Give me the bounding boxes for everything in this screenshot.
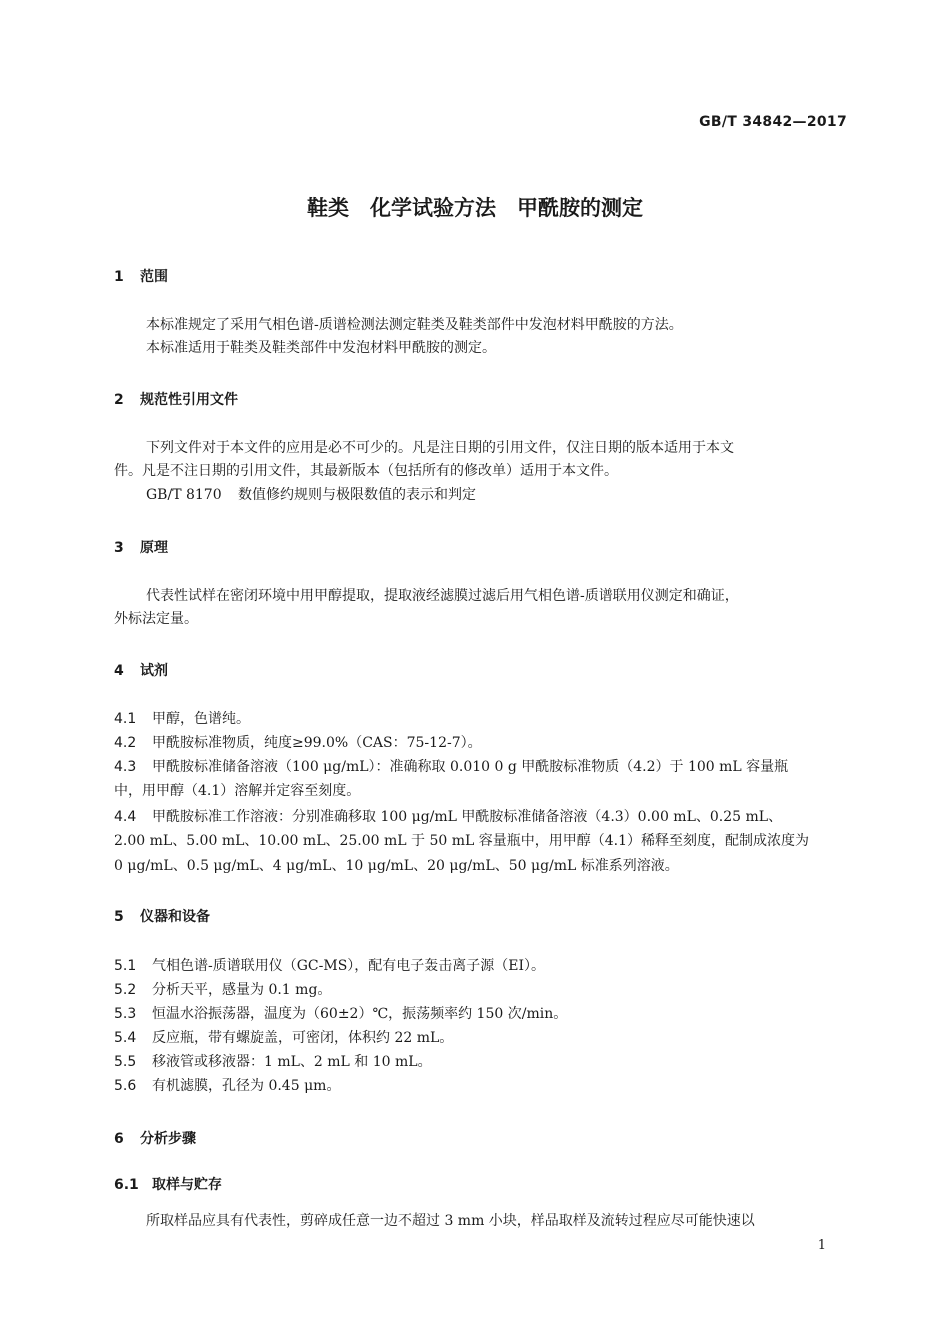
section-3-heading — [114, 537, 168, 557]
reference-code: GB/T 8170 — [146, 487, 222, 503]
section-number: 4 — [114, 663, 124, 679]
apparatus-item-5-6 — [114, 1075, 850, 1098]
reagent-item-4-4-line-3: 0 μg/mL、0.5 μg/mL、4 μg/mL、10 μg/mL、20 μg/mL、50 μg/mL 标准系列溶液。 — [114, 858, 679, 874]
apparatus-item-5-1 — [114, 955, 850, 978]
apparatus-item-5-4 — [114, 1027, 850, 1050]
section-number: 5 — [114, 909, 124, 925]
section-title: 原理 — [140, 540, 168, 556]
item-text: 有机滤膜，孔径为 0.45 μm。 — [152, 1078, 341, 1094]
reagent-item-4-3 — [114, 756, 850, 779]
reference-title: 数值修约规则与极限数值的表示和判定 — [238, 487, 476, 503]
item-text: 反应瓶，带有螺旋盖，可密闭，体积约 22 mL。 — [152, 1030, 454, 1046]
reagent-item-4-2 — [114, 732, 850, 755]
section-2-heading — [114, 389, 238, 409]
item-number: 5.1 — [114, 958, 137, 974]
section-6-heading — [114, 1128, 196, 1148]
subsection-number: 6.1 — [114, 1177, 139, 1193]
section-2-para-line-2: 件。凡是不注日期的引用文件，其最新版本（包括所有的修改单）适用于本文件。 — [114, 463, 618, 479]
section-number: 2 — [114, 392, 124, 408]
item-number: 4.2 — [114, 735, 137, 751]
item-number: 5.6 — [114, 1078, 137, 1094]
item-text: 气相色谱-质谱联用仪（GC-MS），配有电子轰击离子源（EI）。 — [152, 958, 546, 974]
item-text: 恒温水浴振荡器，温度为（60±2）℃，振荡频率约 150 次/min。 — [152, 1006, 568, 1022]
section-title: 范围 — [140, 269, 168, 285]
section-title: 试剂 — [140, 663, 168, 679]
standard-code: GB/T 34842—2017 — [699, 114, 847, 130]
item-number: 4.3 — [114, 759, 137, 775]
item-number: 5.3 — [114, 1006, 137, 1022]
section-number: 6 — [114, 1131, 124, 1147]
subsection-6-1-para-line-1: 所取样品应具有代表性，剪碎成任意一边不超过 3 mm 小块，样品取样及流转过程应尽可能快速以 — [146, 1213, 755, 1229]
item-number: 5.5 — [114, 1054, 137, 1070]
item-number: 5.2 — [114, 982, 137, 998]
item-text: 移液管或移液器：1 mL、2 mL 和 10 mL。 — [152, 1054, 432, 1070]
apparatus-item-5-3 — [114, 1003, 850, 1026]
section-title: 规范性引用文件 — [140, 392, 238, 408]
apparatus-item-5-5 — [114, 1051, 850, 1074]
item-text: 甲醇，色谱纯。 — [152, 711, 250, 727]
page-number: 1 — [817, 1238, 826, 1253]
section-5-heading — [114, 906, 210, 926]
subsection-6-1-heading — [114, 1174, 222, 1194]
reagent-item-4-4 — [114, 806, 850, 829]
item-text: 甲酰胺标准物质，纯度≥99.0%（CAS：75-12-7）。 — [152, 735, 482, 751]
document-title: 鞋类 化学试验方法 甲酰胺的测定 — [307, 196, 643, 220]
item-number: 4.1 — [114, 711, 137, 727]
section-number: 1 — [114, 269, 124, 285]
item-text: 分析天平，感量为 0.1 mg。 — [152, 982, 332, 998]
item-number: 4.4 — [114, 809, 137, 825]
item-text: 甲酰胺标准工作溶液：分别准确移取 100 μg/mL 甲酰胺标准储备溶液（4.3）0.00 mL、0.25 mL、 — [152, 809, 783, 825]
section-title: 分析步骤 — [140, 1131, 196, 1147]
section-3-para-line-1: 代表性试样在密闭环境中用甲醇提取，提取液经滤膜过滤后用气相色谱-质谱联用仪测定和确证， — [146, 588, 739, 604]
normative-reference — [114, 484, 850, 507]
reagent-item-4-1 — [114, 708, 850, 731]
item-text: 甲酰胺标准储备溶液（100 μg/mL）：准确称取 0.010 0 g 甲酰胺标准物质（4.2）于 100 mL 容量瓶 — [152, 759, 789, 775]
section-4-heading — [114, 660, 168, 680]
section-2-para-line-1: 下列文件对于本文件的应用是必不可少的。凡是注日期的引用文件，仅注日期的版本适用于本文 — [146, 440, 734, 456]
reagent-item-4-4-line-2: 2.00 mL、5.00 mL、10.00 mL、25.00 mL 于 50 mL 容量瓶中，用甲醇（4.1）稀释至刻度，配制成浓度为 — [114, 833, 810, 849]
section-title: 仪器和设备 — [140, 909, 210, 925]
reagent-item-4-3-continued: 中，用甲醇（4.1）溶解并定容至刻度。 — [114, 783, 361, 799]
item-number: 5.4 — [114, 1030, 137, 1046]
section-1-para-2: 本标准适用于鞋类及鞋类部件中发泡材料甲酰胺的测定。 — [146, 340, 496, 356]
subsection-title: 取样与贮存 — [152, 1177, 222, 1193]
section-1-para-1: 本标准规定了采用气相色谱-质谱检测法测定鞋类及鞋类部件中发泡材料甲酰胺的方法。 — [146, 317, 683, 333]
apparatus-item-5-2 — [114, 979, 850, 1002]
section-3-para-line-2: 外标法定量。 — [114, 611, 198, 627]
section-1-heading — [114, 266, 168, 286]
section-number: 3 — [114, 540, 124, 556]
